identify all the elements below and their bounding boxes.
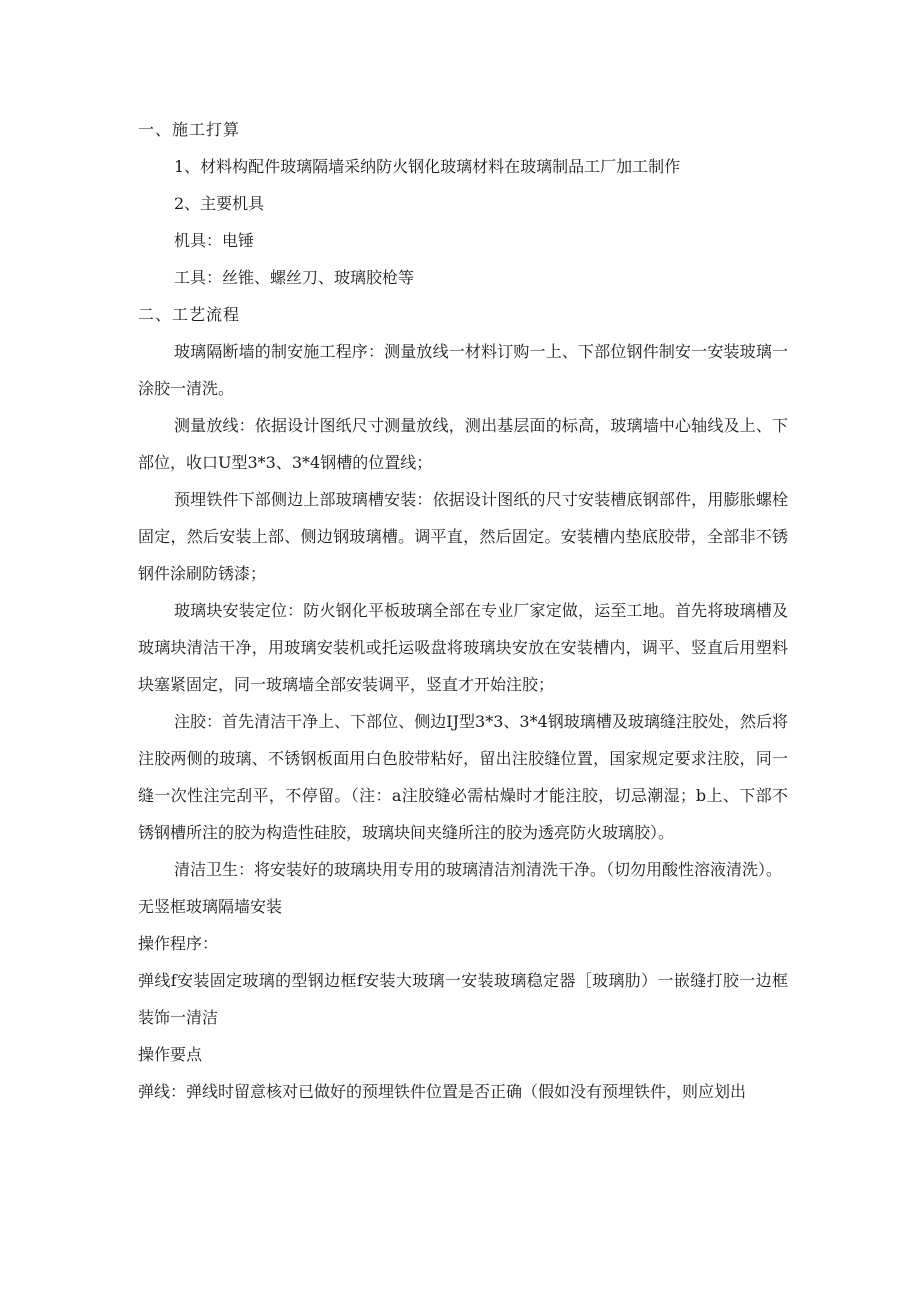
subheading-operation-procedure: 操作程序： <box>138 934 219 953</box>
paragraph-machinery: 机具：电锤 <box>174 231 255 250</box>
paragraph-hand-tools: 工具：丝锥、螺丝刀、玻璃胶枪等 <box>174 268 415 287</box>
paragraph-operation-steps: 弹线f安装固定玻璃的型钢边框f安装大玻璃一安装玻璃稳定器［玻璃肋）一嵌缝打胶一边框装饰一清洁 <box>138 971 788 1027</box>
paragraph-glue-injection: 注胶：首先清洁干净上、下部位、侧边IJ型3*3、3*4钢玻璃槽及玻璃缝注胶处，然后将注胶两侧的玻璃、不锈钢板面用白色胶带粘好，留出注胶缝位置，国家规定要求注胶，同一缝一次性注完刮平，不停留。（注：a注胶缝必需枯燥时才能注胶，切忌潮湿；b上、下部不锈钢槽所注的胶为构造性硅胶，玻璃块间夹缝所注的胶为透亮防火玻璃胶）。 <box>138 712 788 842</box>
paragraph-materials: 1、材料构配件玻璃隔墙采纳防火钢化玻璃材料在玻璃制品工厂加工制作 <box>174 157 681 176</box>
paragraph-embedded-parts: 预埋铁件下部侧边上部玻璃槽安装：依据设计图纸的尺寸安装槽底钢部件，用膨胀螺栓固定，然后安装上部、侧边钢玻璃槽。调平直，然后固定。安装槽内垫底胶带，全部非不锈钢件涂刷防锈漆； <box>138 490 788 583</box>
section-heading-preparation: 一、施工打算 <box>138 120 241 139</box>
section-heading-process: 二、工艺流程 <box>138 305 241 324</box>
subheading-operation-points: 操作要点 <box>138 1045 203 1064</box>
paragraph-glass-positioning: 玻璃块安装定位：防火钢化平板玻璃全部在专业厂家定做，运至工地。首先将玻璃槽及玻璃块清洁干净，用玻璃安装机或托运吸盘将玻璃块安放在安装槽内，调平、竖直后用塑料块塞紧固定，同一玻璃墙全部安装调平，竖直才开始注胶； <box>138 601 788 694</box>
paragraph-main-tools: 2、主要机具 <box>174 194 265 213</box>
paragraph-cleaning: 清洁卫生：将安装好的玻璃块用专用的玻璃清洁剂清洗干净。（切勿用酸性溶液清洗）。 <box>174 860 783 879</box>
subheading-frameless-partition: 无竖框玻璃隔墙安装 <box>138 897 283 916</box>
document-body <box>138 111 788 1110</box>
paragraph-snap-line: 弹线：弹线时留意核对已做好的预埋铁件位置是否正确（假如没有预埋铁件，则应划出 <box>138 1082 747 1101</box>
paragraph-procedure: 玻璃隔断墙的制安施工程序：测量放线一材料订购一上、下部位钢件制安一安装玻璃一涂胶一清洗。 <box>138 342 788 398</box>
paragraph-measure-layout: 测量放线：依据设计图纸尺寸测量放线，测出基层面的标高，玻璃墙中心轴线及上、下部位，收口U型3*3、3*4钢槽的位置线； <box>138 416 788 472</box>
